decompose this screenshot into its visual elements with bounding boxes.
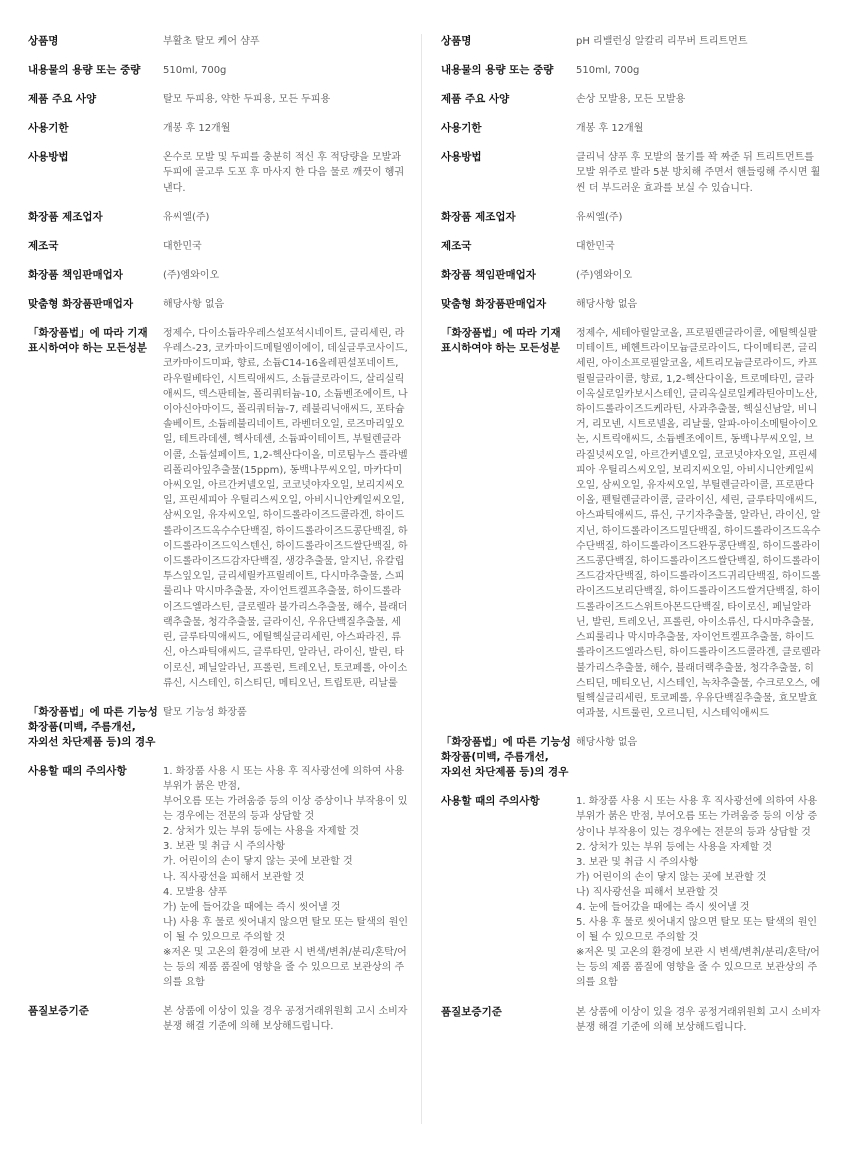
info-row-specs: [28, 92, 414, 107]
info-row-expiry: [28, 121, 414, 136]
info-row-expiry: [441, 121, 827, 136]
info-row-seller: [28, 268, 414, 283]
info-value: 510ml, 700g: [163, 65, 227, 77]
info-value: 탈모 기능성 화장품: [163, 706, 247, 718]
info-value: 부활초 탈모 케어 샴푸: [163, 36, 260, 47]
info-row-manufacturer: [441, 210, 827, 225]
info-row-precautions: [28, 764, 414, 990]
info-label: 내용물의 용량 또는 중량: [28, 64, 141, 77]
info-value: 탈모 두피용, 약한 두피용, 모든 두피용: [163, 94, 331, 106]
info-row-ingredients: [28, 326, 414, 691]
info-label: 「화장품법」에 따른 기능성 화장품(미백, 주름개선, 자외선 차단제품 등)의 경우: [28, 705, 158, 748]
info-value: 유씨엘(주): [163, 211, 210, 223]
info-label: 화장품 책임판매업자: [28, 268, 123, 281]
info-row-functional: [441, 735, 827, 780]
info-label: 사용기한: [28, 122, 69, 135]
info-value: 손상 모발용, 모든 모발용: [576, 94, 686, 106]
info-label: 사용방법: [28, 151, 69, 164]
info-label: 사용할 때의 주의사항: [28, 764, 127, 777]
info-row-specs: [441, 92, 827, 107]
info-value: 유씨엘(주): [576, 211, 623, 223]
info-label: 사용방법: [441, 151, 482, 164]
info-row-volume: [28, 63, 414, 78]
info-label: 사용기한: [441, 122, 482, 135]
info-label: 「화장품법」에 따른 기능성 화장품(미백, 주름개선, 자외선 차단제품 등)의 경우: [441, 736, 571, 779]
info-value: (주)엠와이오: [576, 269, 633, 281]
info-label: 화장품 책임판매업자: [441, 268, 536, 281]
info-label: 제품 주요 사양: [28, 93, 97, 106]
info-row-country: [28, 239, 414, 254]
info-label: 상품명: [28, 35, 59, 47]
info-row-usage: [28, 150, 414, 195]
info-label: 제조국: [28, 239, 59, 252]
column-divider: [421, 34, 422, 1124]
info-value: 본 상품에 이상이 있을 경우 공정거래위원회 고시 소비자 분쟁 해결 기준에 의해 보상해드립니다.: [576, 1006, 821, 1033]
left-product-info-table: [28, 34, 414, 1049]
info-label: 맞춤형 화장품판매업자: [28, 297, 134, 310]
info-value: 개봉 후 12개월: [576, 123, 644, 135]
info-label: 품질보증기준: [441, 1005, 502, 1018]
right-product-info-table: [441, 34, 827, 1049]
info-row-quality: [28, 1004, 414, 1034]
info-row-custom-seller: [441, 297, 827, 312]
info-row-precautions: [441, 794, 827, 990]
info-value: 대한민국: [163, 240, 202, 252]
info-value: 개봉 후 12개월: [163, 123, 231, 135]
info-row-product-name: [28, 34, 414, 49]
info-row-functional: [28, 705, 414, 750]
info-label: 제조국: [441, 239, 472, 252]
info-row-custom-seller: [28, 297, 414, 312]
info-row-volume: [441, 63, 827, 78]
info-row-ingredients: [441, 326, 827, 721]
info-value: 해당사항 없음: [576, 737, 638, 749]
info-row-quality: [441, 1005, 827, 1035]
info-value: 해당사항 없음: [576, 298, 638, 310]
info-value: 510ml, 700g: [576, 65, 640, 77]
info-label: 화장품 제조업자: [441, 210, 516, 223]
info-row-country: [441, 239, 827, 254]
info-label: 맞춤형 화장품판매업자: [441, 297, 547, 310]
info-label: 「화장품법」에 따라 기재 표시하여야 하는 모든성분: [441, 327, 561, 355]
info-label: 품질보증기준: [28, 1005, 89, 1018]
info-label: 「화장품법」에 따라 기재 표시하여야 하는 모든성분: [28, 327, 148, 355]
info-label: 상품명: [441, 35, 472, 47]
info-label: 사용할 때의 주의사항: [441, 795, 540, 808]
info-label: 제품 주요 사양: [441, 93, 510, 106]
info-label: 내용물의 용량 또는 중량: [441, 64, 554, 77]
info-value: 해당사항 없음: [163, 298, 225, 310]
info-value: pH 리밸런싱 알칼리 리무버 트리트먼트: [576, 36, 748, 47]
info-value: 1. 화장품 사용 시 또는 사용 후 직사광선에 의하여 사용부위가 붉은 반점, 부어오름 또는 가려움증 등의 이상 증상이나 부작용이 있는 경우에는 전문의 등과 상담할 것 2. 상처가 있는 부위 등에는 사용을 자제할 것 3. 보관 및 취급 시 주의사항 가. 어린이의 손이 닿지 않는 곳에 보관할 것 나. 직사광선을 피해서 보관할 것 4. 모발용 샴푸 가) 눈에 들어갔을 때에는 즉시 씻어낼 것 나) 사용 후 물로 씻어내지 않으면 탈모 또는 탈색의 원인이 될 수 있으므로 주의할 것 ※저온 및 고온의 환경에 보관 시 변색/변취/분리/혼탁/어는 등의 제품 품질에 영향을 줄 수 있으므로 보관상의 주의를 요함: [163, 765, 409, 989]
info-value: (주)엠와이오: [163, 269, 220, 281]
info-value: 대한민국: [576, 240, 615, 252]
info-row-usage: [441, 150, 827, 195]
info-value: 클리닉 샴푸 후 모발의 물기를 꽉 짜준 뒤 트리트먼트를 모발 위주로 발라 5분 방치해 주면서 핸들링해 주시면 훨씬 더 부드러운 효과를 보실 수 있습니다.: [576, 152, 821, 194]
info-value: 본 상품에 이상이 있을 경우 공정거래위원회 고시 소비자 분쟁 해결 기준에 의해 보상해드립니다.: [163, 1006, 408, 1033]
info-value: 정제수, 세테아릴알코올, 프로필렌글라이콜, 에틸헥실팔미테이트, 베헨트라이모늄클로라이드, 다이메티콘, 글리세린, 아이소프로필알코올, 세트리모늄클로라이드, 카프릴릴글라이콜, 향료, 1,2-헥산다이올, 트로메타민, 글라이옥실로일카보시스테인, 글리옥실로일케라틴아미노산, 하이드롤라이즈드케라틴, 사과추출물, 헥실신남알, 비니거, 리모넨, 시트로넬올, 리날룰, 알파-아이소메틸아이오논, 시트릭애씨드, 소듐벤조에이트, 동백나무씨오일, 브라질넛씨오일, 아르간커넬오일, 코코넛야자오일, 프린세피아 우틸리스씨오일, 보리지씨오일, 아비시니안케일씨오일, 삼씨오일, 유자씨오일, 부틸렌글라이콜, 프로판다이올, 펜틸렌글라이콜, 글라이신, 세린, 글루타믹애씨드, 아스파틱애씨드, 류신, 구기자추출물, 알라닌, 라이신, 알지닌, 하이드롤라이즈드밀단백질, 하이드롤라이즈드옥수수단백질, 하이드롤라이즈드완두콩단백질, 하이드롤라이즈드콩단백질, 하이드롤라이즈드쌀단백질, 하이드롤라이즈드감자단백질, 하이드롤라이즈드귀리단백질, 하이드롤라이즈드보리단백질, 하이드롤라이즈드쌀겨단백질, 하이드롤라이즈드스위트아몬드단백질, 타이로신, 페닐알라닌, 발린, 트레오닌, 프롤린, 아이소류신, 다시마추출물, 스피룰리나 막시마추출물, 자이언트켈프추출물, 하이드롤라이즈드엘라스틴, 하이드롤라이즈드콜라겐, 클로렐라 불가리스추출물, 해수, 블래더랙추출물, 청각추출물, 히스티딘, 메티오닌, 시스테인, 녹차추출물, 수크로오스, 에틸헥실글리세린, 토코페롤, 우유단백질추출물, 효모발효여과물, 시트룰린, 오르니틴, 시스테익애씨드: [576, 328, 821, 720]
info-label: 화장품 제조업자: [28, 210, 103, 223]
info-value: 1. 화장품 사용 시 또는 사용 후 직사광선에 의하여 사용부위가 붉은 반점, 부어오름 또는 가려움증 등의 이상 증상이나 부작용이 있는 경우에는 전문의 등과 상담할 것 2. 상처가 있는 부위 등에는 사용을 자제할 것 3. 보관 및 취급 시 주의사항 가) 어린이의 손이 닿지 않는 곳에 보관할 것 나) 직사광선을 피해서 보관할 것 4. 눈에 들어갔을 때에는 즉시 씻어낼 것 5. 사용 후 물로 씻어내지 않으면 탈모 또는 탈색의 원인이 될 수 있으므로 주의할 것 ※저온 및 고온의 환경에 보관 시 변색/변취/분리/혼탁/어는 등의 제품 품질에 영향을 줄 수 있으므로 보관상의 주의를 요함: [576, 796, 820, 989]
info-value: 온수로 모발 및 두피를 충분히 적신 후 적당량을 모발과 두피에 골고루 도포 후 마사지 한 다음 물로 깨끗이 헹궈낸다.: [163, 152, 405, 194]
info-row-manufacturer: [28, 210, 414, 225]
info-row-product-name: [441, 34, 827, 49]
info-value: 정제수, 다이소듐라우레스설포석시네이트, 글리세린, 라우레스-23, 코카마이드메틸엠이에이, 데실글루코사이드, 코카마이드미파, 향료, 소듐C14-16올레핀설포네이트, 라우릴베타인, 시트릭애씨드, 소듐클로라이드, 살리실릭애씨드, 덱스판테놀, 폴리쿼터늄-10, 소듐벤조에이트, 나이아신아마이드, 폴리쿼터늄-7, 레불리닉애씨드, 포타슘솔베이트, 소듐레불리네이트, 라벤더오일, 로즈마리잎오일, 테트라데센, 헥사데센, 소듐파이테이트, 부틸렌글라이콜, 소듐설페이트, 1,2-헥산다이올, 미로팀누스 플라벨리폴리아잎추출물(15ppm), 동백나무씨오일, 마카다미아씨오일, 아르간커넬오일, 코코넛야자오일, 보리지씨오일, 프린세피아 우틸리스씨오일, 아비시니안케일씨오일, 삼씨오일, 유자씨오일, 하이드롤라이즈드콜라겐, 하이드롤라이즈드옥수수단백질, 하이드롤라이즈드콩단백질, 하이드롤라이즈드익스텐신, 하이드롤라이즈드쌀단백질, 하이드롤라이즈드감자단백질, 생강추출물, 알지닌, 유칼립투스잎오일, 글리세릴카프릴레이트, 다시마추출물, 스피룰리나 막시마추출물, 자이언트켈프추출물, 하이드롤라이즈드엘라스틴, 클로렐라 불가리스추출물, 해수, 블래더랙추출물, 청각추출물, 글라이신, 우유단백질추출물, 세린, 글루타믹애씨드, 에틸헥실글리세린, 아스파라진, 류신, 아스파틱애씨드, 글루타민, 알라닌, 라이신, 발린, 타이로신, 페닐알라닌, 프롤린, 트레오닌, 토코페롤, 아이소류신, 시스테인, 히스티딘, 메티오닌, 트립토판, 리날룰: [163, 328, 408, 689]
info-row-seller: [441, 268, 827, 283]
